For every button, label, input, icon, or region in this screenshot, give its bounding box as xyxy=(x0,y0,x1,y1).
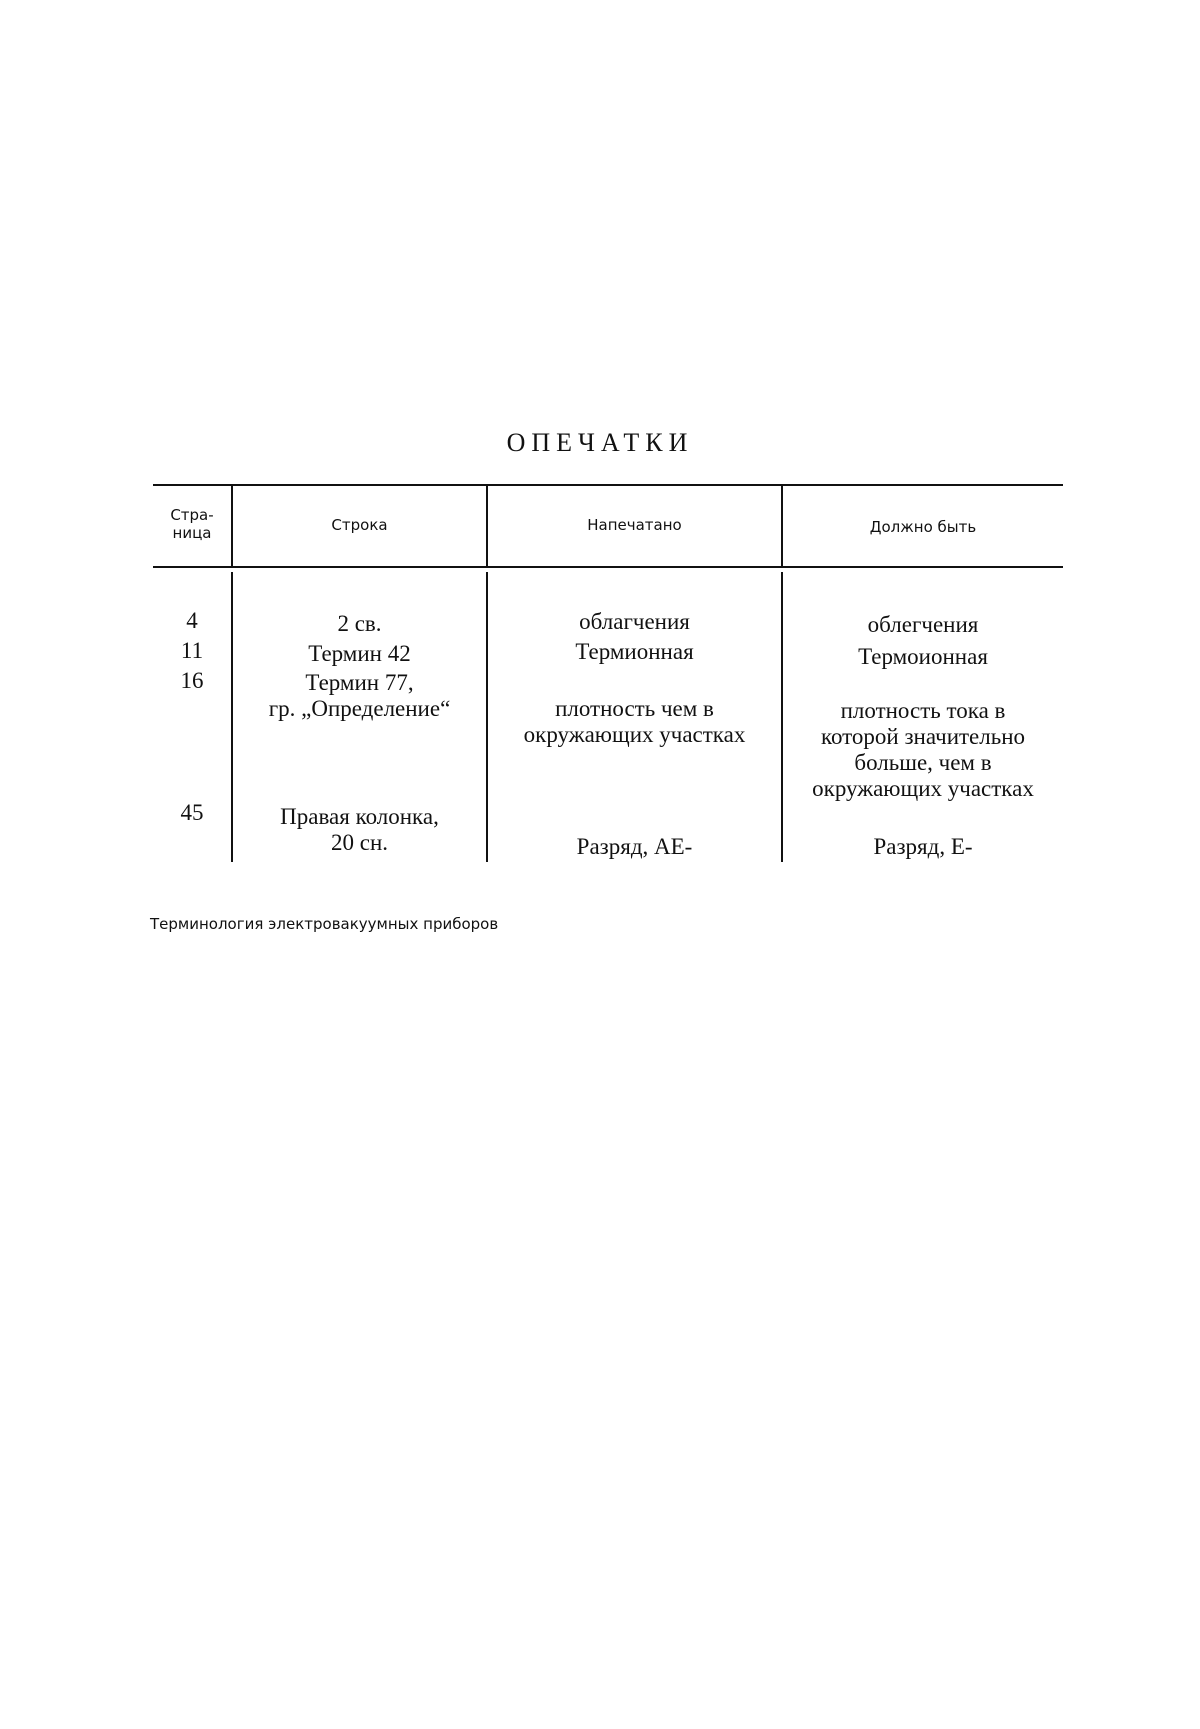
table-row: Термоионная xyxy=(858,644,988,669)
errata-table xyxy=(153,484,1063,874)
table-row: 2 св. xyxy=(337,611,382,636)
table-row: 4 xyxy=(186,608,198,633)
page-title: ОПЕЧАТКИ xyxy=(506,428,694,457)
header-should-be: Должно быть xyxy=(869,518,977,536)
table-row: 16 xyxy=(180,668,204,693)
table-row: Разряд, Е- xyxy=(873,834,973,859)
table-row: Термин 42 xyxy=(308,641,411,666)
table-row: облегчения xyxy=(867,612,979,637)
header-printed: Напечатано xyxy=(587,516,682,534)
header-page: Стра- ница xyxy=(170,506,214,542)
table-row: плотность тока в которой значительно больше, чем в окружающих участках xyxy=(812,698,1034,801)
header-line: Строка xyxy=(331,516,388,534)
footer-caption: Терминология электровакуумных приборов xyxy=(150,915,499,933)
table-row: Термин 77, гр. „Определение“ xyxy=(268,670,451,721)
table-header-rule xyxy=(153,566,1063,568)
table-row: плотность чем в окружающих участках xyxy=(523,696,746,747)
table-row: облагчения xyxy=(579,609,690,634)
table-row: 45 xyxy=(180,800,204,825)
table-top-rule xyxy=(153,484,1063,486)
table-row: Правая колонка, 20 сн. xyxy=(280,804,439,855)
table-row: 11 xyxy=(180,638,204,663)
table-row: Разряд, АЕ- xyxy=(576,834,693,859)
table-row: Термионная xyxy=(575,639,694,664)
